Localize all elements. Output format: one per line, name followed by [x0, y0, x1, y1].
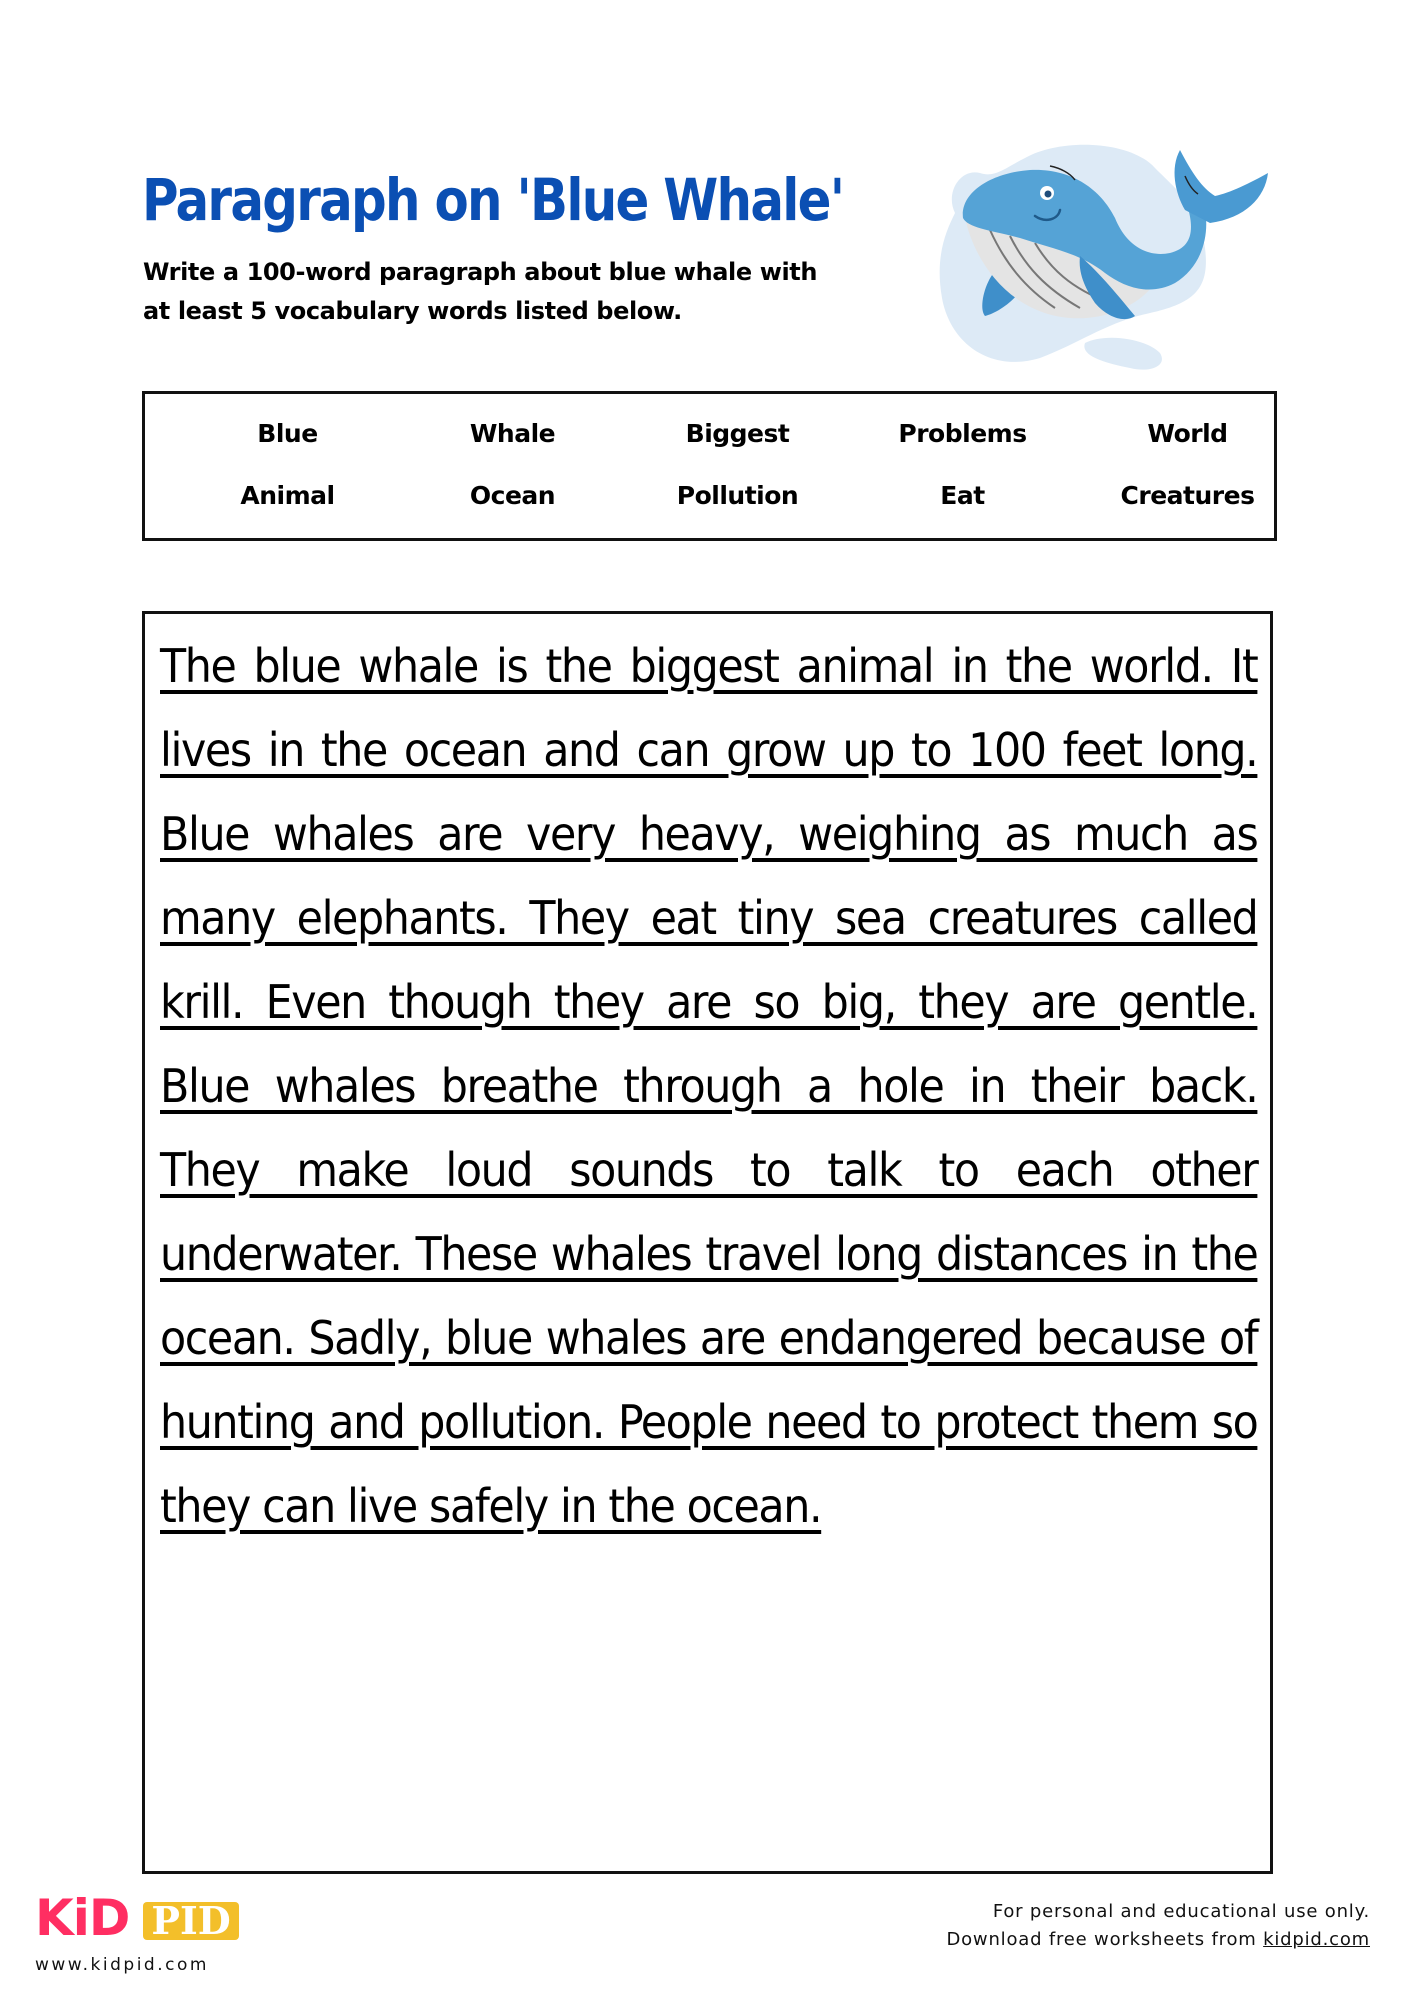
vocab-word: Ocean	[469, 481, 556, 510]
vocab-word: Creatures	[1120, 481, 1255, 510]
kidpid-logo	[35, 1889, 239, 1947]
logo-pid-badge: PID	[143, 1902, 238, 1940]
footer-note	[946, 1898, 1370, 1954]
instructions	[143, 253, 863, 331]
logo-kid-text: KiD	[35, 1889, 130, 1947]
footer-download-prefix: Download free worksheets from	[946, 1929, 1264, 1950]
instructions-line-1: Write a 100-word paragraph about blue whale with	[143, 258, 818, 286]
vocab-word: Problems	[898, 419, 1027, 448]
vocabulary-grid	[145, 416, 1304, 514]
vocab-word: Animal	[240, 481, 335, 510]
kidpid-link[interactable]: kidpid.com	[1263, 1929, 1370, 1950]
logo-url: www.kidpid.com	[35, 1955, 209, 1975]
paragraph-writing-box	[142, 611, 1273, 1874]
sample-paragraph: The blue whale is the biggest animal in the world. It lives in the ocean and can grow up to 100 feet long. Blue whales are very heavy, weighing as much as many elephants. They eat tiny sea creatures called krill. Even though they are so big, they are gentle. Blue whales breathe through a hole in their back. They make loud sounds to talk to each other underwater. These whales travel long distances in the ocean. Sadly, blue whales are endangered because of hunting and pollution. People need to protect them so they can live safely in the ocean.	[160, 639, 1258, 1533]
footer-download-note	[946, 1926, 1370, 1954]
vocab-word: Whale	[469, 419, 556, 448]
blue-whale-illustration	[930, 138, 1275, 378]
page-title: Paragraph on 'Blue Whale'	[142, 166, 844, 234]
vocab-word: Pollution	[676, 481, 799, 510]
vocab-word: Eat	[940, 481, 985, 510]
footer-usage-note: For personal and educational use only.	[992, 1901, 1370, 1922]
vocabulary-word-bank	[142, 391, 1277, 541]
vocab-word: Biggest	[685, 419, 790, 448]
instructions-line-2: at least 5 vocabulary words listed below.	[143, 297, 682, 325]
vocab-word: World	[1147, 419, 1228, 448]
vocab-word: Blue	[257, 419, 318, 448]
